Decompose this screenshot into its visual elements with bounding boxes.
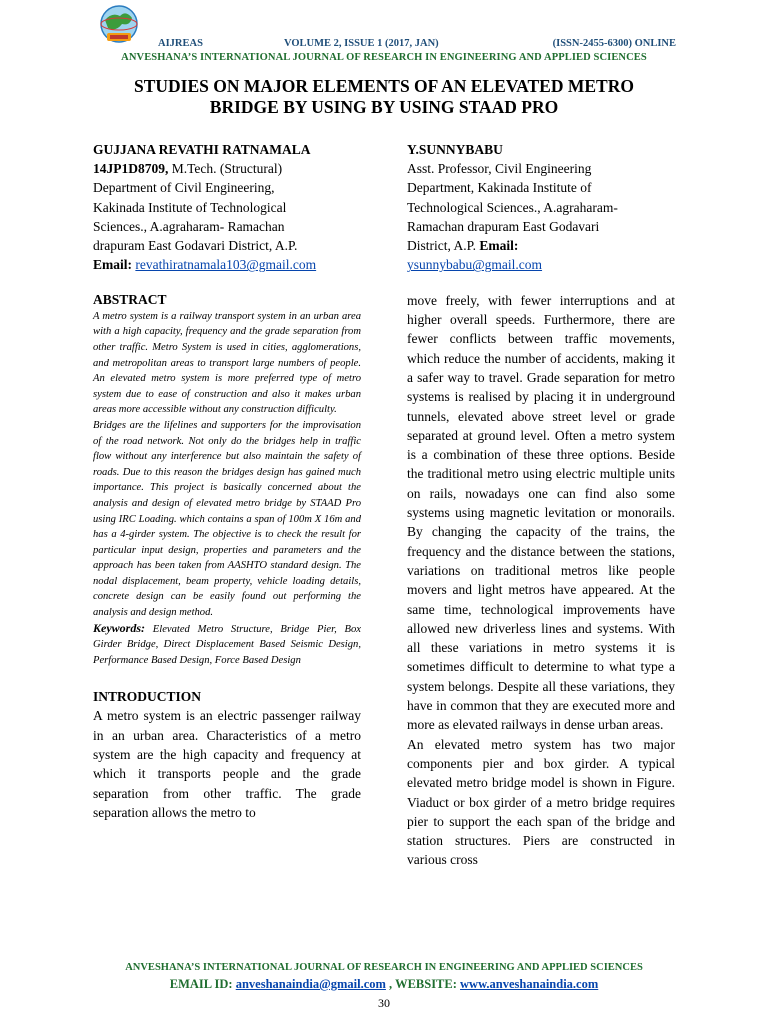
author1-email-link[interactable]: revathiratnamala103@gmail.com [135,257,317,273]
author1-dept: Department of Civil Engineering, [93,180,275,196]
author2-line-5 [407,236,675,255]
author1-email-label: Email: [93,257,132,273]
title-line-2: BRIDGE BY USING BY USING STAAD PRO [209,97,559,117]
introduction-right-paragraph-1: move freely, with fewer interruptions and at higher overall speeds. Furthermore, there are fewer conflicts between traffic movements, which reduce the number of accidents, making it a safer way to travel. Grade separation for metro systems is realised by placing it in underground tunnels, elevated above street level or grade separated at ground level. Often a metro system is a combination of these three options. Beside the traditional metro using electric multiple units on rails, nowadays one can find also some systems using magnetic levitation or monorails. By changing the capacity of the trains, the frequency and the distance between the stations, variations on traditional metros like people movers and light metros have appeared. At the same time, technological improvements have allowed new driverless lines and systems. With all these variations in metro systems it is sometimes difficult to determine to what type a system belongs. Despite all these variations, they have in common that they are executed more and more as elevated railways in dense urban areas. [407,292,675,733]
header-line [150,38,676,52]
author2-name: Y.SUNNYBABU [407,142,503,157]
introduction-right-paragraph-2: An elevated metro system has two major components pier and box girder. A typical elevated metro bridge model is shown in Figure. Viaduct or box girder of a metro bridge requires pier to support the each span of the bridge and station structures. Piers are constructed in various cross [407,736,675,868]
footer-contact [0,977,768,992]
title-line-1: STUDIES ON MAJOR ELEMENTS OF AN ELEVATED METRO [134,76,634,96]
keywords-text: Elevated Metro Structure, Bridge Pier, Box Girder Bridge, Direct Displacement Based Seismic Design, Performance Based Design, Force Based Design [93,623,361,666]
author2-line-2: Department, Kakinada Institute of [407,180,592,196]
keywords [93,621,361,669]
header-journal-name: ANVESHANA’S INTERNATIONAL JOURNAL OF RESEARCH IN ENGINEERING AND APPLIED SCIENCES [121,52,647,63]
author1-id-line [93,159,361,178]
abstract-paragraph-2: Bridges are the lifelines and supporters for the improvisation of the road network. Not only do the bridges help in traffic flow without any interference but also maintain the safety of roads. Due to this reason the bridges design has gained much importance. This project is basically concerned about the analysis and design of elevated metro bridge by STAAD Pro using IRC Loading. which contains a span of 100m X 16m and has a 4-girder system. The objective is to check the result for particular input design, properties and parameters and the approach has been taken from AASHTO standard design. The nodal displacement, beam property, vehicle loading details, concrete design can be easily found out performing the analysis and design method. [93,419,361,619]
author1-inst-1: Kakinada Institute of Technological [93,199,287,215]
author2-line-1: Asst. Professor, Civil Engineering [407,161,592,176]
abstract-heading: ABSTRACT [93,291,167,307]
header-journal-abbrev: AIJREAS [158,38,203,49]
introduction-heading: INTRODUCTION [93,689,202,705]
abstract-paragraph-1: A metro system is a railway transport system in an urban area with a high capacity, frequency and the grade separation from other traffic. Metro System is used in cities, agglomerations, and metropolitan areas to transport large numbers of people. An elevated metro system is more preferred type of metro system due to ease of construction and also it makes urban areas more accessible without any construction difficulty. [93,310,361,416]
footer-website-link[interactable]: www.anveshanaindia.com [460,977,599,991]
footer-email-link[interactable]: anveshanaindia@gmail.com [235,977,386,991]
introduction-left-text: A metro system is an electric passenger railway in an urban area. Characteristics of a metro system are the high capacity and frequency at which it transports people and the grade separation from other traffic. The grade separation allows the metro to [93,708,361,820]
paper-title [60,76,708,118]
author2-line-4: Ramachan drapuram East Godavari [407,218,600,234]
author1-id: 14JP1D8709, [93,161,169,176]
page-number: 30 [378,996,390,1010]
right-column [407,140,675,870]
abstract-body [93,309,361,621]
header-issn: (ISSN-2455-6300) ONLINE [552,38,676,49]
footer-journal-name: ANVESHANA’S INTERNATIONAL JOURNAL OF RESEARCH IN ENGINEERING AND APPLIED SCIENCES [125,962,643,973]
author2-email-link[interactable]: ysunnybabu@gmail.com [407,257,543,273]
journal-logo-icon [92,4,146,46]
author2-line-3: Technological Sciences., A.agraharam- [407,199,618,215]
footer-separator: , WEBSITE: [385,977,461,991]
author1-inst-2: Sciences., A.agraharam- Ramachan [93,218,285,234]
author2-district: District, A.P. [407,238,480,254]
author1-email-line [93,255,361,274]
header-volume: VOLUME 2, ISSUE 1 (2017, JAN) [284,38,439,49]
author1-degree: M.Tech. (Structural) [168,161,283,176]
author1-name: GUJJANA REVATHI RATNAMALA [93,142,311,157]
left-column [93,140,361,822]
footer-email-label: EMAIL ID: [169,977,236,991]
author1-inst-3: drapuram East Godavari District, A.P. [93,238,298,254]
keywords-label: Keywords: [93,620,145,635]
author2-email-label: Email: [479,238,519,254]
